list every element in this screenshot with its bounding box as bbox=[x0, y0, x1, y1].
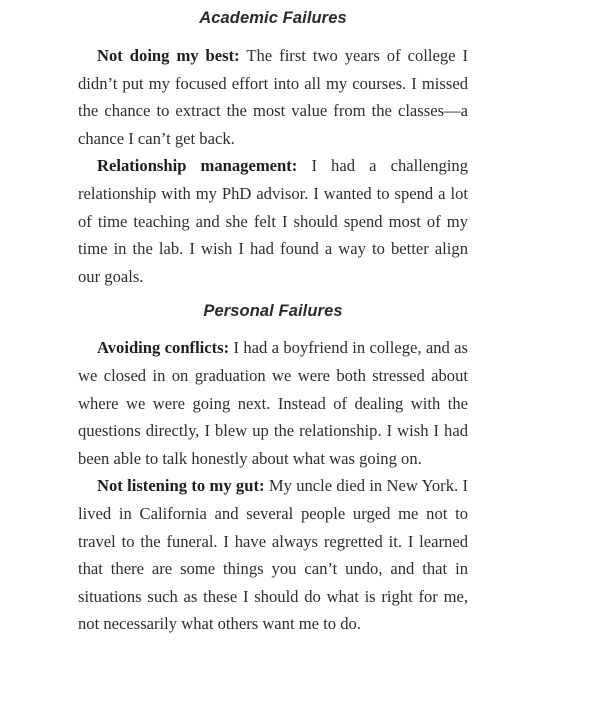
paragraph-not-doing-my-best bbox=[78, 42, 468, 152]
paragraph-lead: Avoiding conflicts: bbox=[97, 338, 230, 358]
section-heading-personal-failures: Personal Failures bbox=[203, 302, 343, 321]
paragraph-not-listening-to-my-gut bbox=[78, 472, 468, 638]
paragraph-lead: Not listening to my gut: bbox=[97, 476, 265, 496]
paragraph-lead: Not doing my best: bbox=[97, 46, 240, 65]
paragraph-body: The first two years of college I didn’t put my focused effort into all my courses. I missed the chance to extract the most value from the classes—a chance I can’t get back. bbox=[78, 46, 469, 148]
paragraph-body: My uncle died in New York. I lived in California and several people urged me not to travel to the funeral. I have always regretted it. I learned that there are some things you can’t undo, and that in situations such as these I should do what is right for me, not necessarily what others want me to do. bbox=[78, 476, 468, 634]
paragraph-avoiding-conflicts bbox=[78, 334, 468, 472]
book-page bbox=[78, 6, 468, 638]
paragraph-lead: Relationship management: bbox=[97, 156, 298, 176]
paragraph-body: I had a challenging relationship with my PhD advisor. I wanted to spend a lot of time teaching and she felt I should spend most of my time in the lab. I wish I had found a way to better align our goals. bbox=[78, 156, 468, 286]
section-heading-academic-failures: Academic Failures bbox=[199, 9, 347, 27]
paragraph-relationship-management bbox=[78, 152, 468, 290]
paragraph-body: I had a boyfriend in college, and as we closed in on graduation we were both stressed about where we were going next. Instead of dealing with the questions directly, I blew up the relationship. I wish I had been able to talk honestly about what was going on. bbox=[78, 338, 468, 468]
